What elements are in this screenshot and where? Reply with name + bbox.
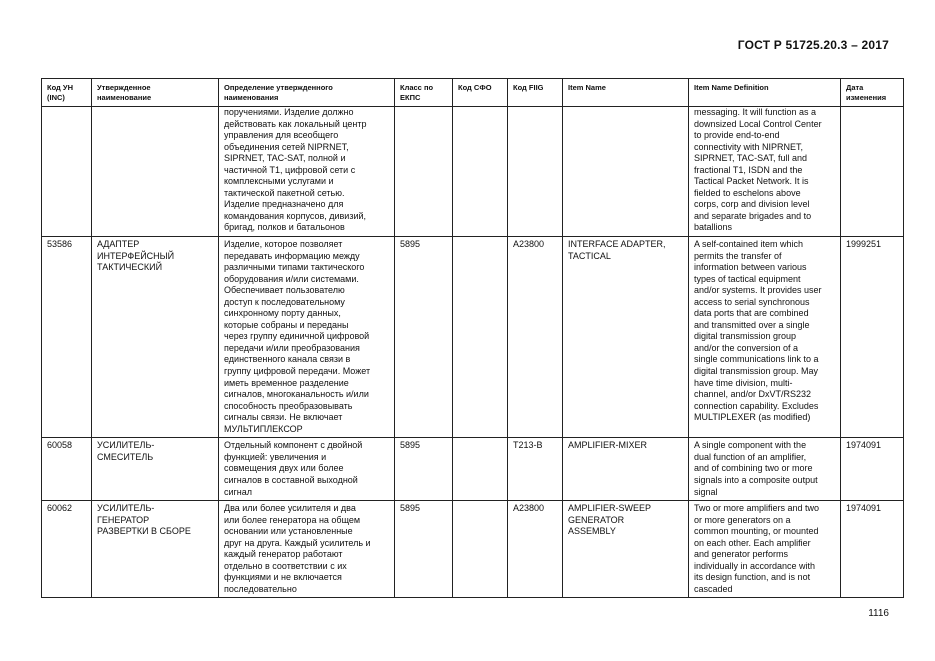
cell-ekps: 5895 [395,438,453,501]
header-item-name-definition: Item Name Definition [689,79,841,107]
nomenclature-table [41,78,904,598]
table-row [42,438,904,501]
header-change-date: Дата изменения [841,79,904,107]
cell-date: 1999251 [841,237,904,438]
header-item-name: Item Name [563,79,689,107]
cell-date: 1974091 [841,501,904,598]
cell-name-ru: УСИЛИТЕЛЬ- ГЕНЕРАТОР РАЗВЕРТКИ В СБОРЕ [92,501,219,598]
cell-definition-en: messaging. It will function as a downsized Local Control Center to provide end-to-end connectivity with NIPRNET, SIPRNET, TAC-SAT, full and fractional T1, ISDN and the Tactical Packet Network. It is fielded to eschelons above corps, corp and division level and separate brigades and to batallions [689,107,841,237]
cell-sfo [453,438,508,501]
cell-ekps: 5895 [395,501,453,598]
cell-name-ru: АДАПТЕР ИНТЕРФЕЙСНЫЙ ТАКТИЧЕСКИЙ [92,237,219,438]
cell-definition-ru: поручениями. Изделие должно действовать как локальный центр управления для всеобщего объединения сетей NIPRNET, SIPRNET, TAC-SAT, полной и частичной T1, цифровой сети с комплексными услугами и тактической пакетной сетью. Изделие предназначено для командования корпусов, дивизий, бригад, полков и батальонов [219,107,395,237]
cell-ekps: 5895 [395,237,453,438]
cell-sfo [453,107,508,237]
cell-name-ru: УСИЛИТЕЛЬ- СМЕСИТЕЛЬ [92,438,219,501]
cell-date: 1974091 [841,438,904,501]
table-row [42,501,904,598]
cell-ekps [395,107,453,237]
cell-fiig: A23800 [508,237,563,438]
cell-definition-ru: Отдельный компонент с двойной функцией: увеличения и совмещения двух или более сигналов в составной выходной сигнал [219,438,395,501]
cell-fiig [508,107,563,237]
cell-inc [42,107,92,237]
header-sfo-code: Код СФО [453,79,508,107]
table-row [42,237,904,438]
header-approved-name: Утвержденное наименование [92,79,219,107]
cell-inc: 53586 [42,237,92,438]
cell-definition-en: Two or more amplifiers and two or more generators on a common mounting, or mounted on each other. Each amplifier and generator performs individually in accordance with its design function, and is not cascaded [689,501,841,598]
cell-item-name [563,107,689,237]
cell-sfo [453,501,508,598]
cell-fiig: A23800 [508,501,563,598]
cell-sfo [453,237,508,438]
header-inc: Код УН (INC) [42,79,92,107]
cell-inc: 60058 [42,438,92,501]
header-fiig-code: Код FIIG [508,79,563,107]
cell-definition-ru: Два или более усилителя и два или более генератора на общем основании или установленные друг на друга. Каждый усилитель и каждый генератор работают отдельно в соответствии с их функциями и не включается последовательно [219,501,395,598]
cell-definition-ru: Изделие, которое позволяет передавать информацию между различными типами тактического оборудования и/или системами. Обеспечивает пользователю доступ к последовательному синхронному порту данных, которые собраны и переданы через группу единичной цифровой передачи и/или преобразования единственного канала связи в группу цифровой передачи. Может иметь временное разделение сигналов, многоканальность и/или способность преобразовывать сигналы связи. Не включает МУЛЬТИПЛЕКСОР [219,237,395,438]
cell-name-ru [92,107,219,237]
cell-date [841,107,904,237]
document-title: ГОСТ Р 51725.20.3 – 2017 [737,38,889,52]
table-row [42,107,904,237]
page-number: 1116 [868,608,889,619]
cell-definition-en: A self-contained item which permits the transfer of information between various types of tactical equipment and/or systems. It provides user access to serial synchronous data ports that are combined and transmitted over a single digital transmission group and/or the conversion of a single communications link to a digital transmission group. May have time division, multi- channel, and/or DxVT/RS232 connection capability. Excludes MULTIPLEXER (as modified) [689,237,841,438]
cell-item-name: AMPLIFIER-SWEEP GENERATOR ASSEMBLY [563,501,689,598]
table-header-row [42,79,904,107]
header-ekps-class: Класс по ЕКПС [395,79,453,107]
header-approved-definition: Определение утвержденного наименования [219,79,395,107]
cell-definition-en: A single component with the dual function of an amplifier, and of combining two or more signals into a composite output signal [689,438,841,501]
cell-inc: 60062 [42,501,92,598]
cell-item-name: INTERFACE ADAPTER, TACTICAL [563,237,689,438]
cell-fiig: T213-B [508,438,563,501]
cell-item-name: AMPLIFIER-MIXER [563,438,689,501]
